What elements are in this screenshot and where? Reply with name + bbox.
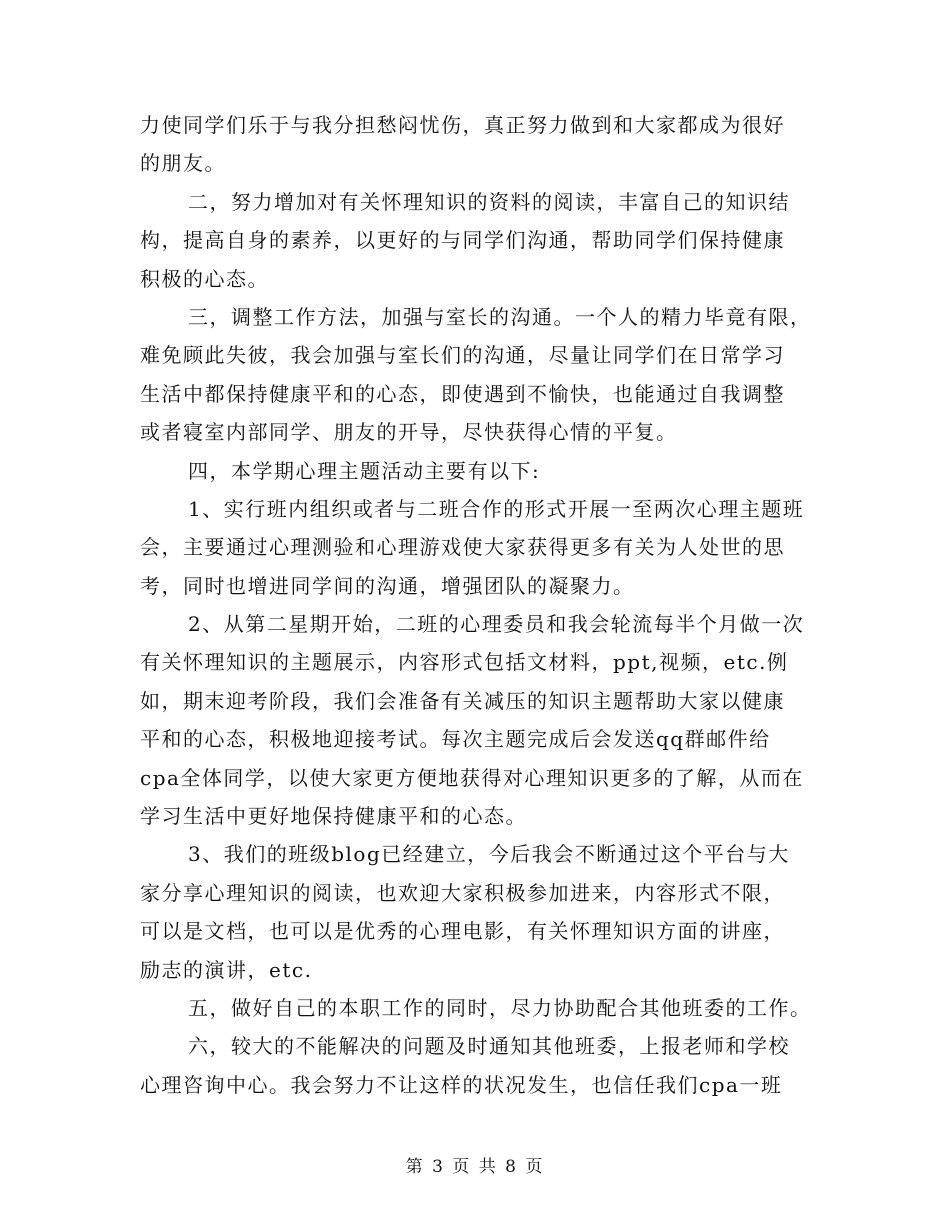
text-line: 生活中都保持健康平和的心态，即使遇到不愉快，也能通过自我调整 [140, 381, 785, 406]
text-line: 家分享心理知识的阅读，也欢迎大家积极参加进来，内容形式不限， [140, 880, 785, 905]
text-line: 2、从第二星期开始，二班的心理委员和我会轮流每半个月做一次 [188, 612, 805, 637]
text-line: 构，提高自身的素养，以更好的与同学们沟通，帮助同学们保持健康 [140, 228, 785, 253]
text-line: 六，较大的不能解决的问题及时通知其他班委，上报老师和学校 [188, 1034, 790, 1059]
text-line: 如，期末迎考阶段，我们会准备有关减压的知识主题帮助大家以健康 [140, 688, 785, 713]
text-line: 三，调整工作方法，加强与室长的沟通。一个人的精力毕竟有限， [188, 304, 812, 329]
text-line: 有关怀理知识的主题展示，内容形式包括文材料，ppt,视频，etc.例 [140, 650, 789, 675]
text-line: 可以是文档，也可以是优秀的心理电影，有关怀理知识方面的讲座， [140, 919, 785, 944]
text-line: 励志的演讲，etc. [140, 957, 313, 982]
text-line: 会，主要通过心理测验和心理游戏使大家获得更多有关为人处世的思 [140, 535, 785, 560]
page-number-footer: 第 3 页 共 8 页 [405, 1157, 545, 1177]
text-line: 力使同学们乐于与我分担愁闷忧伤，真正努力做到和大家都成为很好 [140, 113, 785, 137]
text-line: 心理咨询中心。我会努力不让这样的状况发生，也信任我们cpa一班 [140, 1072, 783, 1097]
text-line: 3、我们的班级blog已经建立，今后我会不断通过这个平台与大 [188, 842, 790, 867]
text-line: 或者寝室内部同学、朋友的开导，尽快获得心情的平复。 [140, 420, 678, 445]
text-line: 学习生活中更好地保持健康平和的心态。 [140, 804, 527, 829]
text-line: 难免顾此失彼，我会加强与室长们的沟通，尽量让同学们在日常学习 [140, 343, 785, 368]
text-line: 二，努力增加对有关怀理知识的资料的阅读，丰富自己的知识结 [188, 189, 790, 214]
text-line: 积极的心态。 [140, 266, 269, 291]
text-line: 四，本学期心理主题活动主要有以下: [188, 458, 541, 483]
text-line: 1、实行班内组织或者与二班合作的形式开展一至两次心理主题班 [188, 496, 805, 521]
text-line: 平和的心态，积极地迎接考试。每次主题完成后会发送qq群邮件给 [140, 727, 771, 752]
text-line: 五，做好自己的本职工作的同时，尽力协助配合其他班委的工作。 [188, 995, 812, 1020]
text-line: 的朋友。 [140, 151, 226, 176]
text-line: 考，同时也增进同学间的沟通，增强团队的凝聚力。 [140, 573, 635, 598]
text-line: cpa全体同学，以使大家更方便地获得对心理知识更多的了解，从而在 [140, 765, 804, 790]
document-body [140, 106, 812, 1104]
